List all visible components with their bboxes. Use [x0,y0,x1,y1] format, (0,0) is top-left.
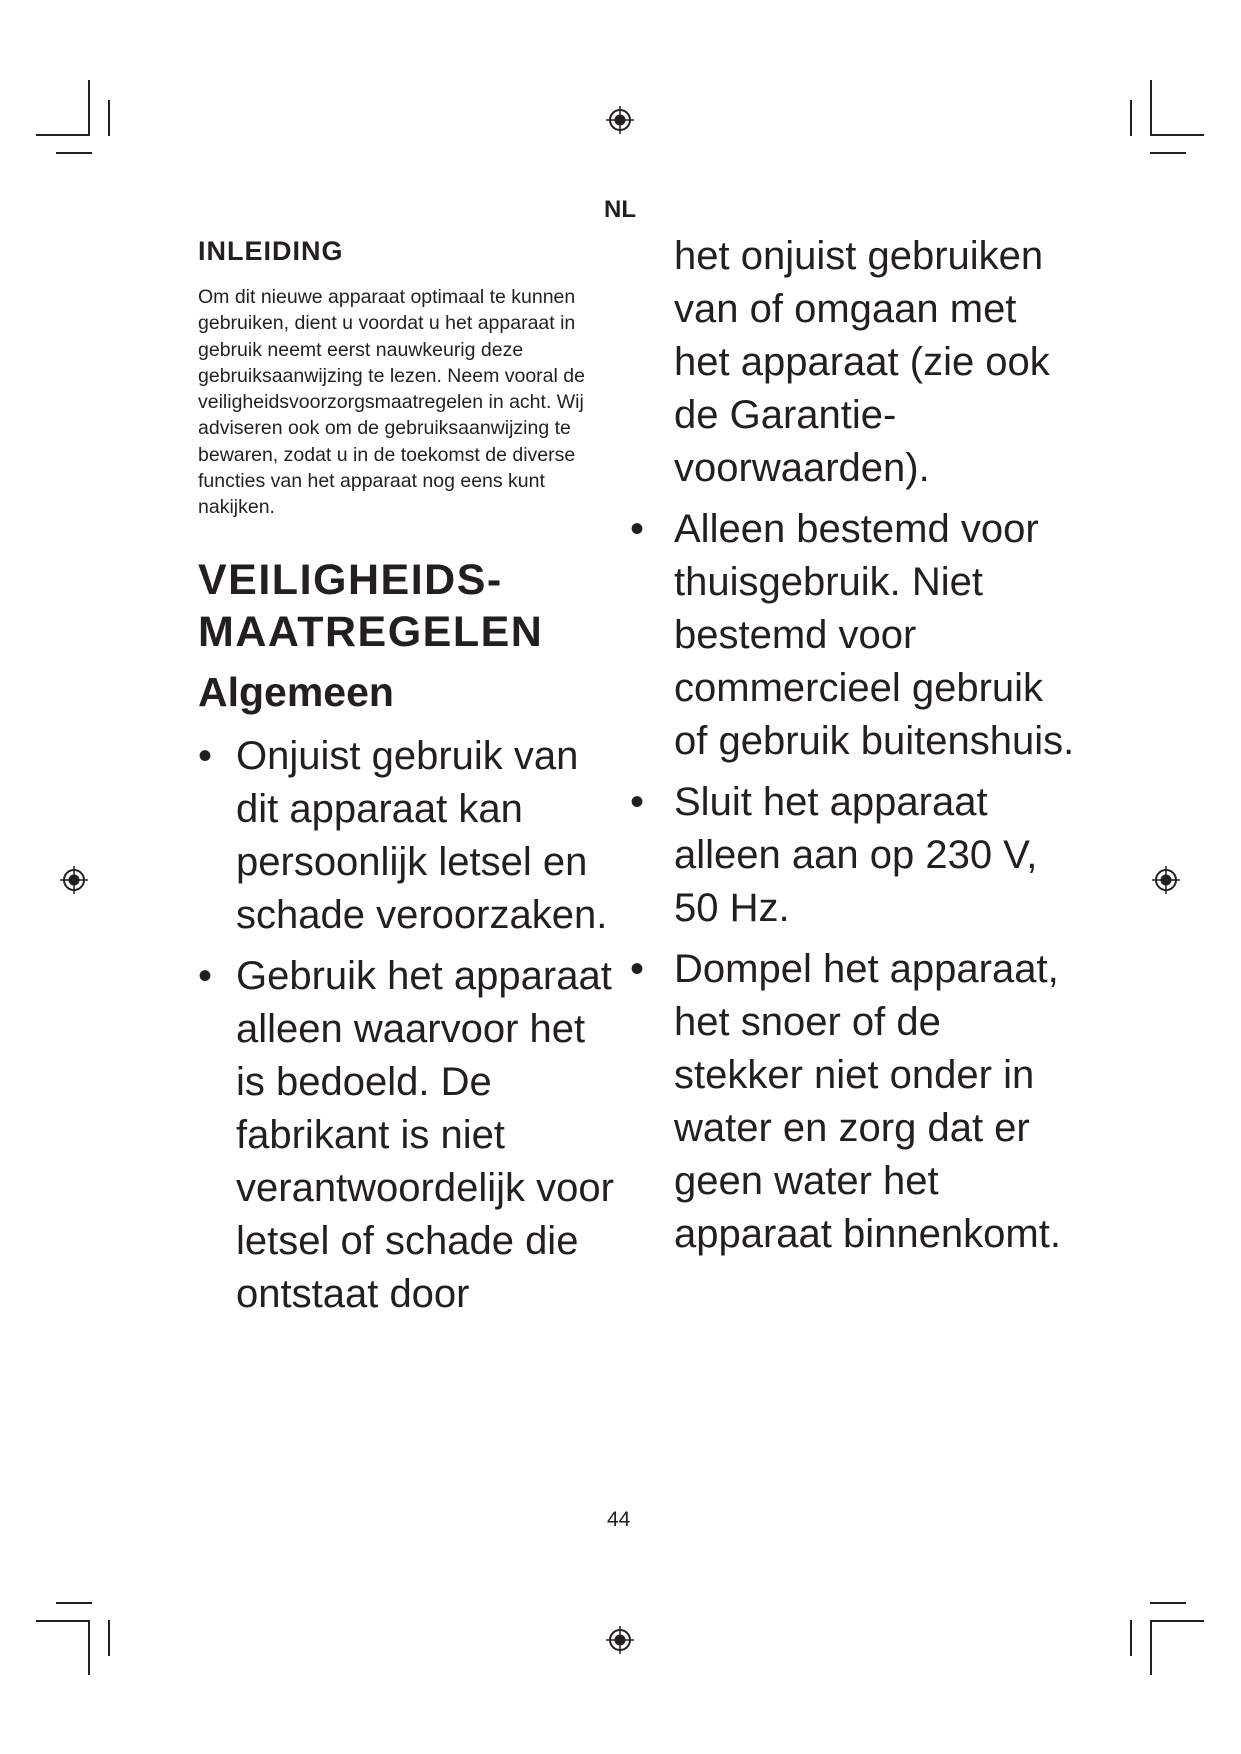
safety-heading-line1: VEILIGHEIDS- [198,555,503,604]
right-column [630,230,1080,1269]
left-column [198,232,618,1329]
page-number: 44 [607,1508,631,1531]
safety-list-right [630,503,1080,1261]
bullet-icon: • [198,953,213,998]
list-item [630,776,1080,935]
registration-mark-left-icon [60,866,88,894]
list-item-text: Alleen bestemd voor thuisgebruik. Niet bestemd voor commercieel gebruik of gebruik buitenshuis. [674,507,1075,763]
list-item [198,950,618,1321]
bullet-icon: • [630,780,645,824]
bullet-icon: • [630,947,645,991]
registration-mark-top-icon [606,106,634,134]
safety-list-left [198,730,618,1321]
safety-heading [198,554,618,658]
registration-mark-bottom-icon [606,1626,634,1654]
list-item [630,503,1080,768]
safety-heading-line2: MAATREGELEN [198,607,544,656]
bullet-icon: • [198,733,213,778]
section-subheading: Algemeen [198,668,394,715]
list-item [198,730,618,942]
list-item-text: Gebruik het apparaat alleen waarvoor het is bedoeld. De fabrikant is niet verantwoordelijk voor letsel of schade die ontstaat door [236,953,614,1316]
list-item-text: Dompel het apparaat, het snoer of de stekker niet onder in water en zorg dat er geen water het apparaat binnenkomt. [674,947,1061,1256]
registration-mark-right-icon [1152,866,1180,894]
language-label: NL [604,196,636,223]
list-item-text: Sluit het apparaat alleen aan op 230 V, 50 Hz. [674,780,1038,930]
list-item-text: Onjuist gebruik van dit apparaat kan persoonlijk letsel en schade veroorzaken. [236,733,608,937]
list-item [630,943,1080,1261]
list-item-continuation: het onjuist gebruiken van of omgaan met het apparaat (zie ook de Garantie-voorwaarden). [674,234,1050,490]
intro-heading: INLEIDING [198,236,344,266]
intro-text: Om dit nieuwe apparaat optimaal te kunnen gebruiken, dient u voordat u het apparaat in gebruik neemt eerst nauwkeurig deze gebruiksaanwijzing te lezen. Neem vooral de veiligheidsvoorzorgsmaatregelen in acht. Wij adviseren ook om de gebruiksaanwijzing te bewaren, zodat u in de toekomst de diverse functies van het apparaat nog eens kunt nakijken. [198,286,585,519]
bullet-icon: • [630,507,645,551]
